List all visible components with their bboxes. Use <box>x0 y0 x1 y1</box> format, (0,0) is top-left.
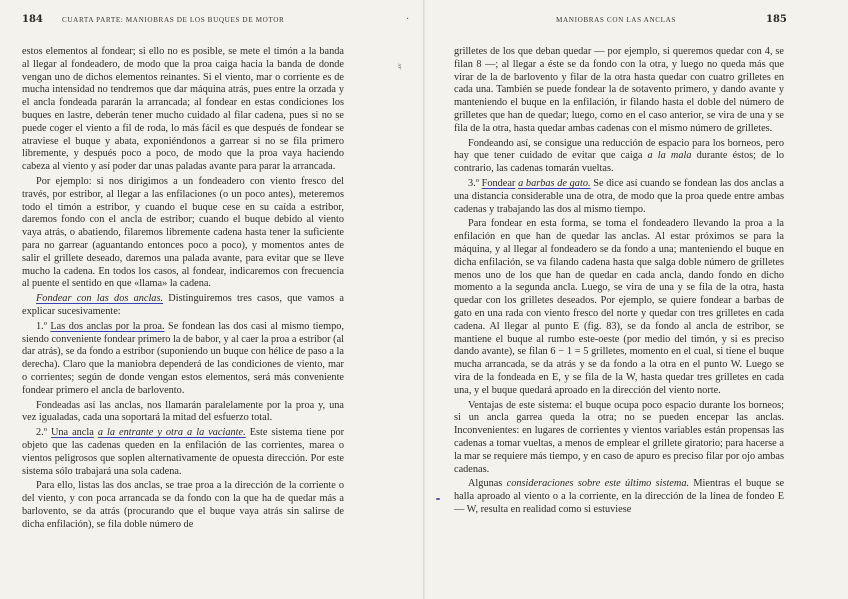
left-running-head: CUARTA PARTE: MANIOBRAS DE LOS BUQUES DE MOTOR <box>62 16 285 24</box>
item-3-title-a: Fondear <box>481 177 516 189</box>
para-e-italic: consideraciones sobre este último sistema. <box>506 478 690 490</box>
item-3-label: 3.º <box>468 177 479 189</box>
right-paragraph-5: Ventajas de este sistema: el buque ocupa poco espacio durante los borneos; si un ancla garrea queda la otra; no se pueden encepar las anclas. Inconvenientes: en lugares de corrientes y vientos variables están propensas las cadenas a tomar vueltas, a menos de emplear el grillete giratorio; para hacerse a la mar se requiere más tiempo, y en caso de apuro es preciso filar por ojo ambas cadenas. <box>454 399 784 475</box>
item-3 <box>454 178 784 216</box>
right-paragraph-2 <box>454 138 784 176</box>
item-1-paragraph-2: Fondeadas así las anclas, nos llamarán paralelamente por la proa y, una vez igualadas, cada una soportará la mitad del esfuerzo total. <box>22 399 344 424</box>
section-title: Fondear con las dos anclas. <box>36 293 164 305</box>
para-e-start: Algunas <box>468 478 503 490</box>
item-2-text: Este sistema tiene por objeto que las cadenas queden en la enfilación de las corrientes, marea o vientos peligrosos que soplen alternativamente de opuesta dirección. Por este sistema sólo trabajará una sola cadena. <box>22 427 345 477</box>
margin-mark: ♮ <box>398 62 402 73</box>
item-3-title-b: a barbas de gato. <box>518 177 591 189</box>
para-b-start: Fondeando así, se consigue una reducción de espacio para los borneos, pero hay que tener cuidado de evitar que caiga <box>454 137 784 162</box>
right-text-block <box>454 46 784 517</box>
item-1 <box>22 321 344 398</box>
para-e-end: Mientras el buque se halla aproado al viento o a la corriente, en la dirección de la línea de fondeo E — W, resulta en realidad como si estuviese <box>454 478 785 515</box>
para-b-end: durante éstos; de lo contrario, las cadenas tomarán vueltas. <box>454 150 784 175</box>
para-b-italic: a la mala <box>647 150 692 162</box>
section-intro: Distinguiremos tres casos, que vamos a explicar sucesivamente: <box>22 293 345 317</box>
right-running-head: MANIOBRAS CON LAS ANCLAS <box>556 16 677 24</box>
item-2 <box>22 427 344 478</box>
right-paragraph-4: Para fondear en esta forma, se toma el fondeadero llevando la proa a la enfilación en que han de quedar las anclas. Al estar próximos se para la máquina, y al llegar al fondeadero se da fondo a una; manteniendo el buque en dicha enfilación, se va filando cadena hasta que salga doble número de grilletes menos uno de los que han de quedar en cada ancla, dando fondo en dicho momento a la segunda ancla. Luego, se vira de una y se fila de la otra, hasta quedar con los grilletes deseados. Por ejemplo, se quiere fondear a barbas de gato en una rada con viento fresco del norte y quedar con tres grilletes en cada cadena. Al llegar al punto E (fig. 83), se da fondo al ancla de estribor, se mantiene el buque al rumbo este-oeste (por medio del timón, y si es preciso dando avante), se filan 6 − 1 = 5 grilletes, momento en el cual, si tiene el buque mucha arrancada, se da atrás y se da fondo a la otra en el punto W. Luego se vira de la fondeada en E, y se fila de la W, hasta quedar tres grilletes en cada una, y el buque quedará aproado en la dirección del viento norte. <box>454 218 784 396</box>
left-paragraph-1: estos elementos al fondear; si ello no es posible, se mete el timón a la banda al llegar al fondeadero, de modo que la proa caiga hacia la banda de donde vengan uno de dichos elementos reinantes. Si el viento, mar o corriente es de mucha intensidad no tendremos que dar máquina atrás, pues entre la orzada y el ancla fondeada pararán la arrancada; al fondear en estas condiciones los buques en lastre, deberán tener mucho cuidado al filar cadena, pues si no se puede coger el viento a fil de roda, lo más fácil es que después de fondear se atraviese el buque y abata, exponiéndonos a garrear si no se fila primero libremente, y después poco a poco, de modo que la proa vaya haciendo cabeza al viento y así poder dar unas paladas avante para parar la arrancada. <box>22 46 344 173</box>
item-3-text: Se dice así cuando se fondean las dos anclas a una distancia considerable una de otra, de modo que la proa quede entre ambas cadenas y trabajando las dos al mismo tiempo. <box>454 177 784 215</box>
top-dot: · <box>406 14 410 25</box>
left-paragraph-2: Por ejemplo: si nos dirigimos a un fondeadero con viento fresco del través, por estribor, al llegar a las enfilaciones (o un poco antes), meteremos todo el timón a estribor, y cuando el buque cese en su caída a estribor, daremos fondo con el ancla de estribor; cuando el buque debido al viento vaya atrás, o abatiendo, filaremos libremente cadena hasta tener la suficiente para no garrear (aguantando entonces poco a poco), y momentos antes de salir el grillete deseado, daremos una palada avante, para evitar que se lleve mucho la cadena. En todos los casos, al fondear, indicaremos con frecuencia al puente el sentido en que «llama» la cadena. <box>22 175 344 290</box>
item-1-text: Se fondean las dos casi al mismo tiempo, siendo conveniente fondear primero la de babor, y al caer la proa a estribor (al dar atrás), se da fondo a estribor (suponiendo un buque con hélice de paso a la derecha). Claro que la maniobra dependerá de las condiciones de viento, mar o corrientes; según de donde vengan estos elementos, será más conveniente fondear primero el ancla de barlovento. <box>22 320 344 396</box>
right-paragraph-6 <box>454 478 784 516</box>
right-page <box>424 0 848 599</box>
item-1-label: 1.º <box>36 320 47 332</box>
item-2-label: 2.º <box>36 427 47 439</box>
item-2-title-b: a la entrante y otra a la vaciante. <box>97 427 246 439</box>
section-fondear-dos-anclas <box>22 293 344 319</box>
item-2-title-a: Una ancla <box>50 427 94 439</box>
right-page-number: 185 <box>766 14 787 25</box>
item-1-title: Las dos anclas por la proa. <box>50 320 165 332</box>
item-2-paragraph-2: Para ello, listas las dos anclas, se trae proa a la dirección de la corriente o del viento, y con poca arrancada se da fondo con la que ha de quedar más a barlovento, se da atrás (procurando que el buque vaya atrás sin salirse de dicha enfilación), se fila doble número de <box>22 480 344 530</box>
left-text-block <box>22 46 344 531</box>
right-paragraph-1: grilletes de los que deban quedar — por ejemplo, si queremos quedar con 4, se filan 8 —; al llegar a éste se da fondo con la otra, y luego no queda más que virar de la de barlovento y filar de la otra hasta quedar con cuatro grilletes en cada una. También se puede fondear la de sotavento primero, y dando avante y manteniendo el buque en la enfilación, ir filando hasta el doble del número de grilletes que han de quedar; luego, como en el caso anterior, se vira de una y se fila de la otra, hasta quedar ambas cadenas con el mismo número de grilletes. <box>454 46 784 134</box>
left-page-number: 184 <box>22 14 43 25</box>
